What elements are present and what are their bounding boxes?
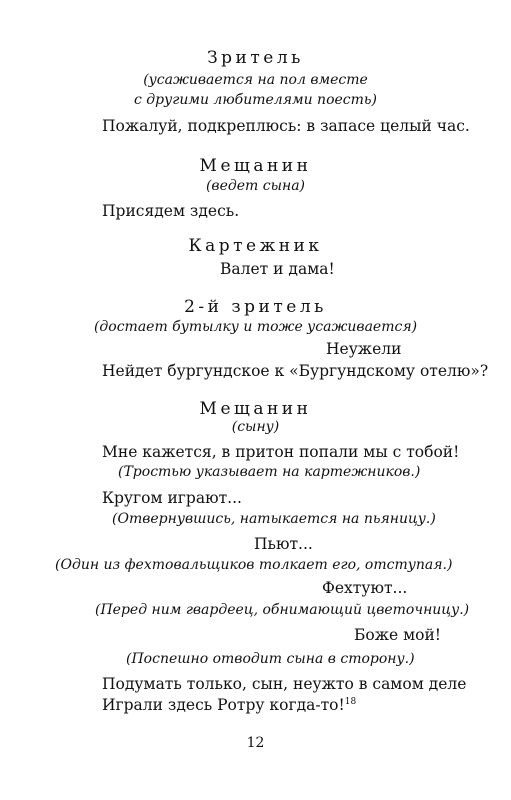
stage-direction: с другими любителями поесть) <box>134 92 377 108</box>
stage-direction: (Поспешно отводит сына в сторону.) <box>126 651 415 667</box>
verse-line: Валет и дама! <box>220 260 335 278</box>
verse-text: Играли здесь Ротру когда-то! <box>102 696 345 714</box>
verse-line: Кругом играют... <box>102 489 242 507</box>
verse-line: Нейдет бургундское к «Бургундскому отелю»? <box>102 362 489 380</box>
speaker-name: 2-й зритель <box>184 297 327 317</box>
verse-line: Неужели <box>326 340 402 358</box>
verse-line: Присядем здесь. <box>102 202 240 220</box>
stage-direction: (достает бутылку и тоже усаживается) <box>93 319 418 335</box>
stage-direction: (усаживается на пол вместе <box>143 72 368 88</box>
speaker-name: Картежник <box>188 236 323 256</box>
stage-direction: (Перед ним гвардеец, обнимающий цветочницу.) <box>95 602 470 618</box>
verse-line: Мне кажется, в притон попали мы с тобой! <box>102 443 460 461</box>
verse-line: Боже мой! <box>354 626 442 644</box>
stage-direction: (Отвернувшись, натыкается на пьяницу.) <box>112 511 436 527</box>
verse-line: Пьют... <box>254 535 313 553</box>
verse-line: Подумать только, сын, неужто в самом деле <box>102 675 467 693</box>
stage-direction: (Тростью указывает на картежников.) <box>118 464 421 480</box>
stage-direction: (Один из фехтовальщиков толкает его, отступая.) <box>55 557 453 573</box>
stage-direction: (сыну) <box>231 419 280 435</box>
verse-line <box>102 696 356 714</box>
page-number: 12 <box>246 735 265 751</box>
speaker-name: Мещанин <box>199 156 312 176</box>
stage-direction: (ведет сына) <box>205 178 306 194</box>
speaker-name: Мещанин <box>199 399 312 419</box>
verse-line: Пожалуй, подкреплюсь: в запасе целый час. <box>102 117 470 135</box>
footnote-ref: 18 <box>344 696 357 707</box>
verse-line: Фехтуют... <box>322 579 408 597</box>
speaker-name: Зритель <box>207 48 304 68</box>
